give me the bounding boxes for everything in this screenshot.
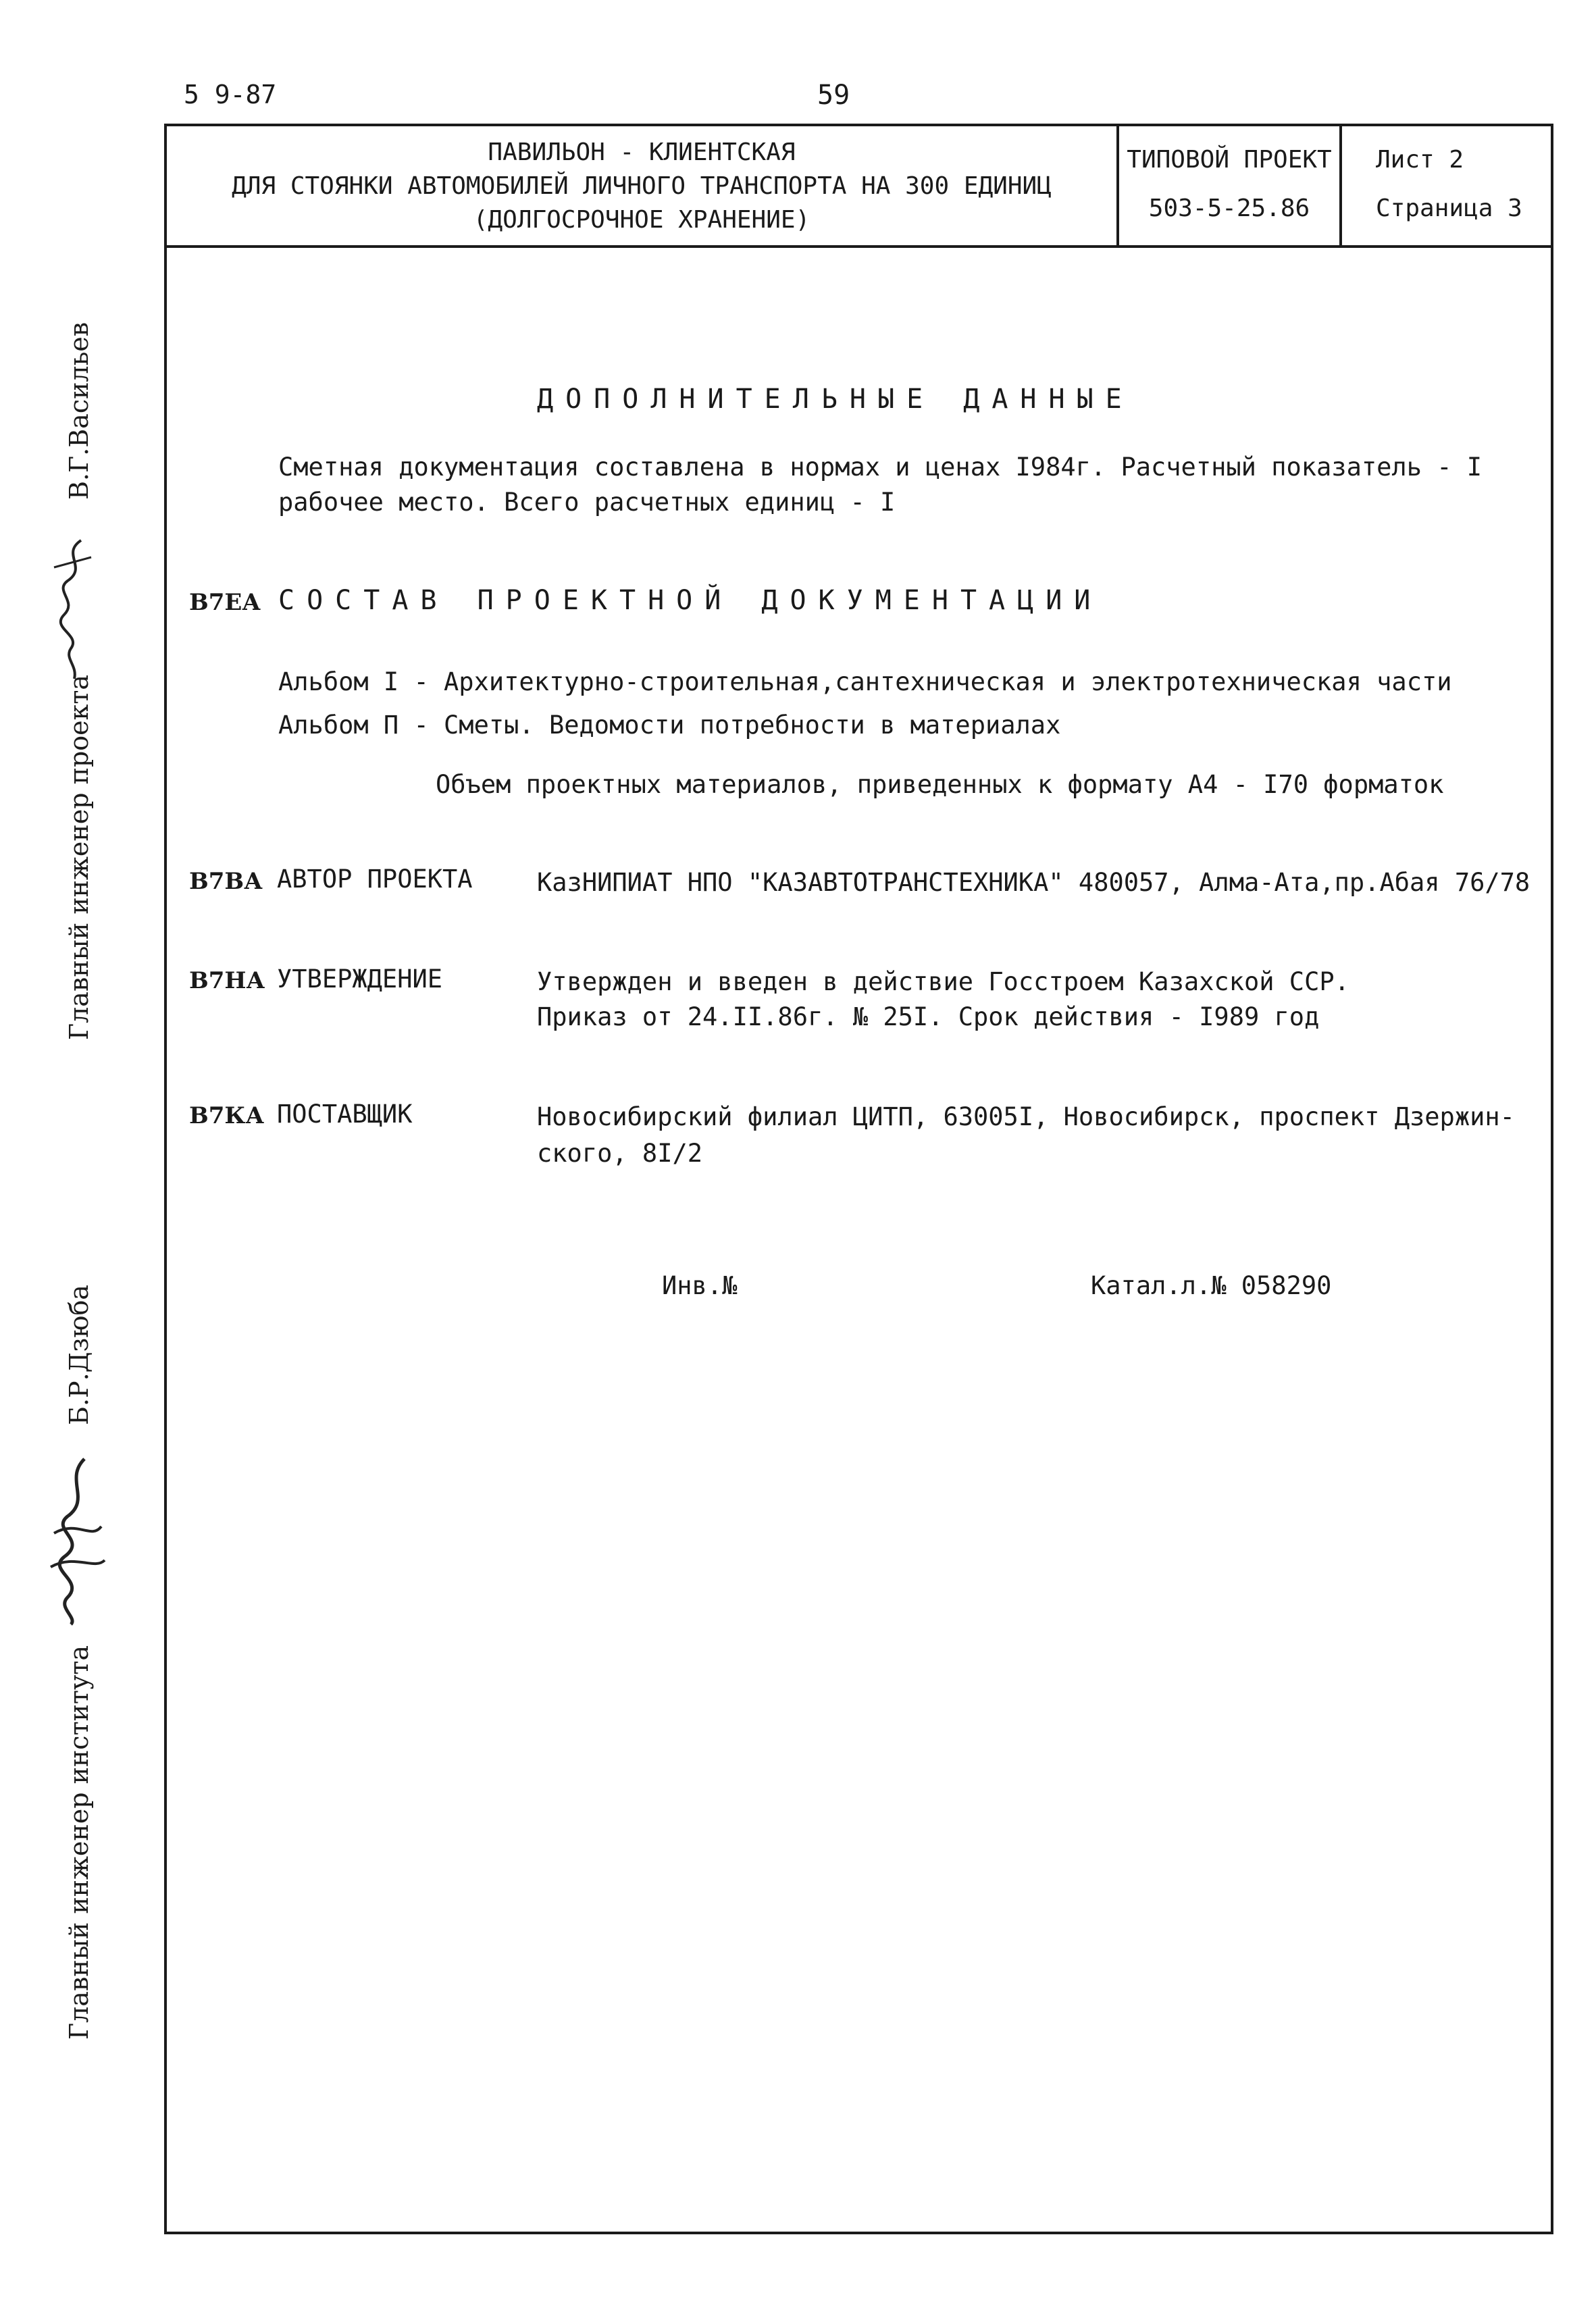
document-frame xyxy=(164,124,1553,2234)
sheet-label: Лист 2 xyxy=(1376,146,1464,174)
project-number: 503-5-25.86 xyxy=(1148,195,1310,222)
title-line: ДЛЯ СТОЯНКИ АВТОМОБИЛЕЙ ЛИЧНОГО ТРАНСПОРТА НА 300 ЕДИНИЦ xyxy=(232,172,1052,200)
side-name-vasiliev: В.Г.Васильев xyxy=(64,322,94,500)
page-label: Страница 3 xyxy=(1376,195,1522,222)
catalog-number: Катал.л.№ 058290 xyxy=(1091,1271,1332,1300)
page-number: 59 xyxy=(817,80,850,111)
additional-data-line: рабочее место. Всего расчетных единиц - I xyxy=(278,488,896,517)
additional-data-line: Сметная документация составлена в нормах и ценах I984г. Расчетный показатель - I xyxy=(278,453,1483,482)
side-role-chief-institute-engineer: Главный инженер института xyxy=(64,1645,94,2040)
side-role-chief-project-engineer: Главный инженер проекта xyxy=(64,674,94,1040)
album-line: Альбом П - Сметы. Ведомости потребности в материалах xyxy=(278,711,1061,740)
author-label: АВТОР ПРОЕКТА xyxy=(277,865,473,894)
supplier-line: ского, 8I/2 xyxy=(537,1139,703,1168)
title-block xyxy=(167,126,1551,248)
supplier-label: ПОСТАВЩИК xyxy=(277,1100,413,1129)
supplier-line: Новосибирский филиал ЦИТП, 63005I, Новосибирск, проспект Дзержин- xyxy=(537,1102,1515,1131)
side-name-dzyuba: Б.Р.Дзюба xyxy=(64,1285,94,1425)
project-label: ТИПОВОЙ ПРОЕКТ xyxy=(1127,146,1332,174)
inventory-number: Инв.№ xyxy=(662,1271,738,1300)
approval-line: Приказ от 24.II.86г. № 25I. Срок действия - I989 год xyxy=(537,1002,1320,1031)
volume-line: Объем проектных материалов, приведенных к формату А4 - I70 форматок xyxy=(436,770,1444,799)
title-line: ПАВИЛЬОН - КЛИЕНТСКАЯ xyxy=(488,138,796,166)
section-code: В7КА xyxy=(189,1102,265,1129)
album-line: Альбом I - Архитектурно-строительная,сантехническая и электротехническая части xyxy=(278,667,1452,696)
composition-heading: СОСТАВ ПРОЕКТНОЙ ДОКУМЕНТАЦИИ xyxy=(278,585,1103,616)
approval-label: УТВЕРЖДЕНИЕ xyxy=(277,965,443,994)
additional-data-heading: ДОПОЛНИТЕЛЬНЫЕ ДАННЫЕ xyxy=(537,384,1134,415)
section-code: В7ЕА xyxy=(189,589,261,616)
title-block-project xyxy=(1119,126,1342,245)
title-line: (ДОЛГОСРОЧНОЕ ХРАНЕНИЕ) xyxy=(473,206,810,234)
section-code: В7НА xyxy=(189,967,265,994)
title-block-name xyxy=(167,126,1119,245)
signature-dzyuba xyxy=(37,1452,111,1628)
section-code: В7ВА xyxy=(189,868,263,895)
author-value: КазНИПИАТ НПО "КАЗАВТОТРАНСТЕХНИКА" 480057, Алма-Ата,пр.Абая 76/78 xyxy=(537,868,1530,897)
approval-line: Утвержден и введен в действие Госстроем Казахской ССР. xyxy=(537,967,1349,996)
title-block-sheet xyxy=(1342,126,1553,245)
signature-vasiliev xyxy=(41,527,101,689)
document-code: 5 9-87 xyxy=(184,80,277,109)
